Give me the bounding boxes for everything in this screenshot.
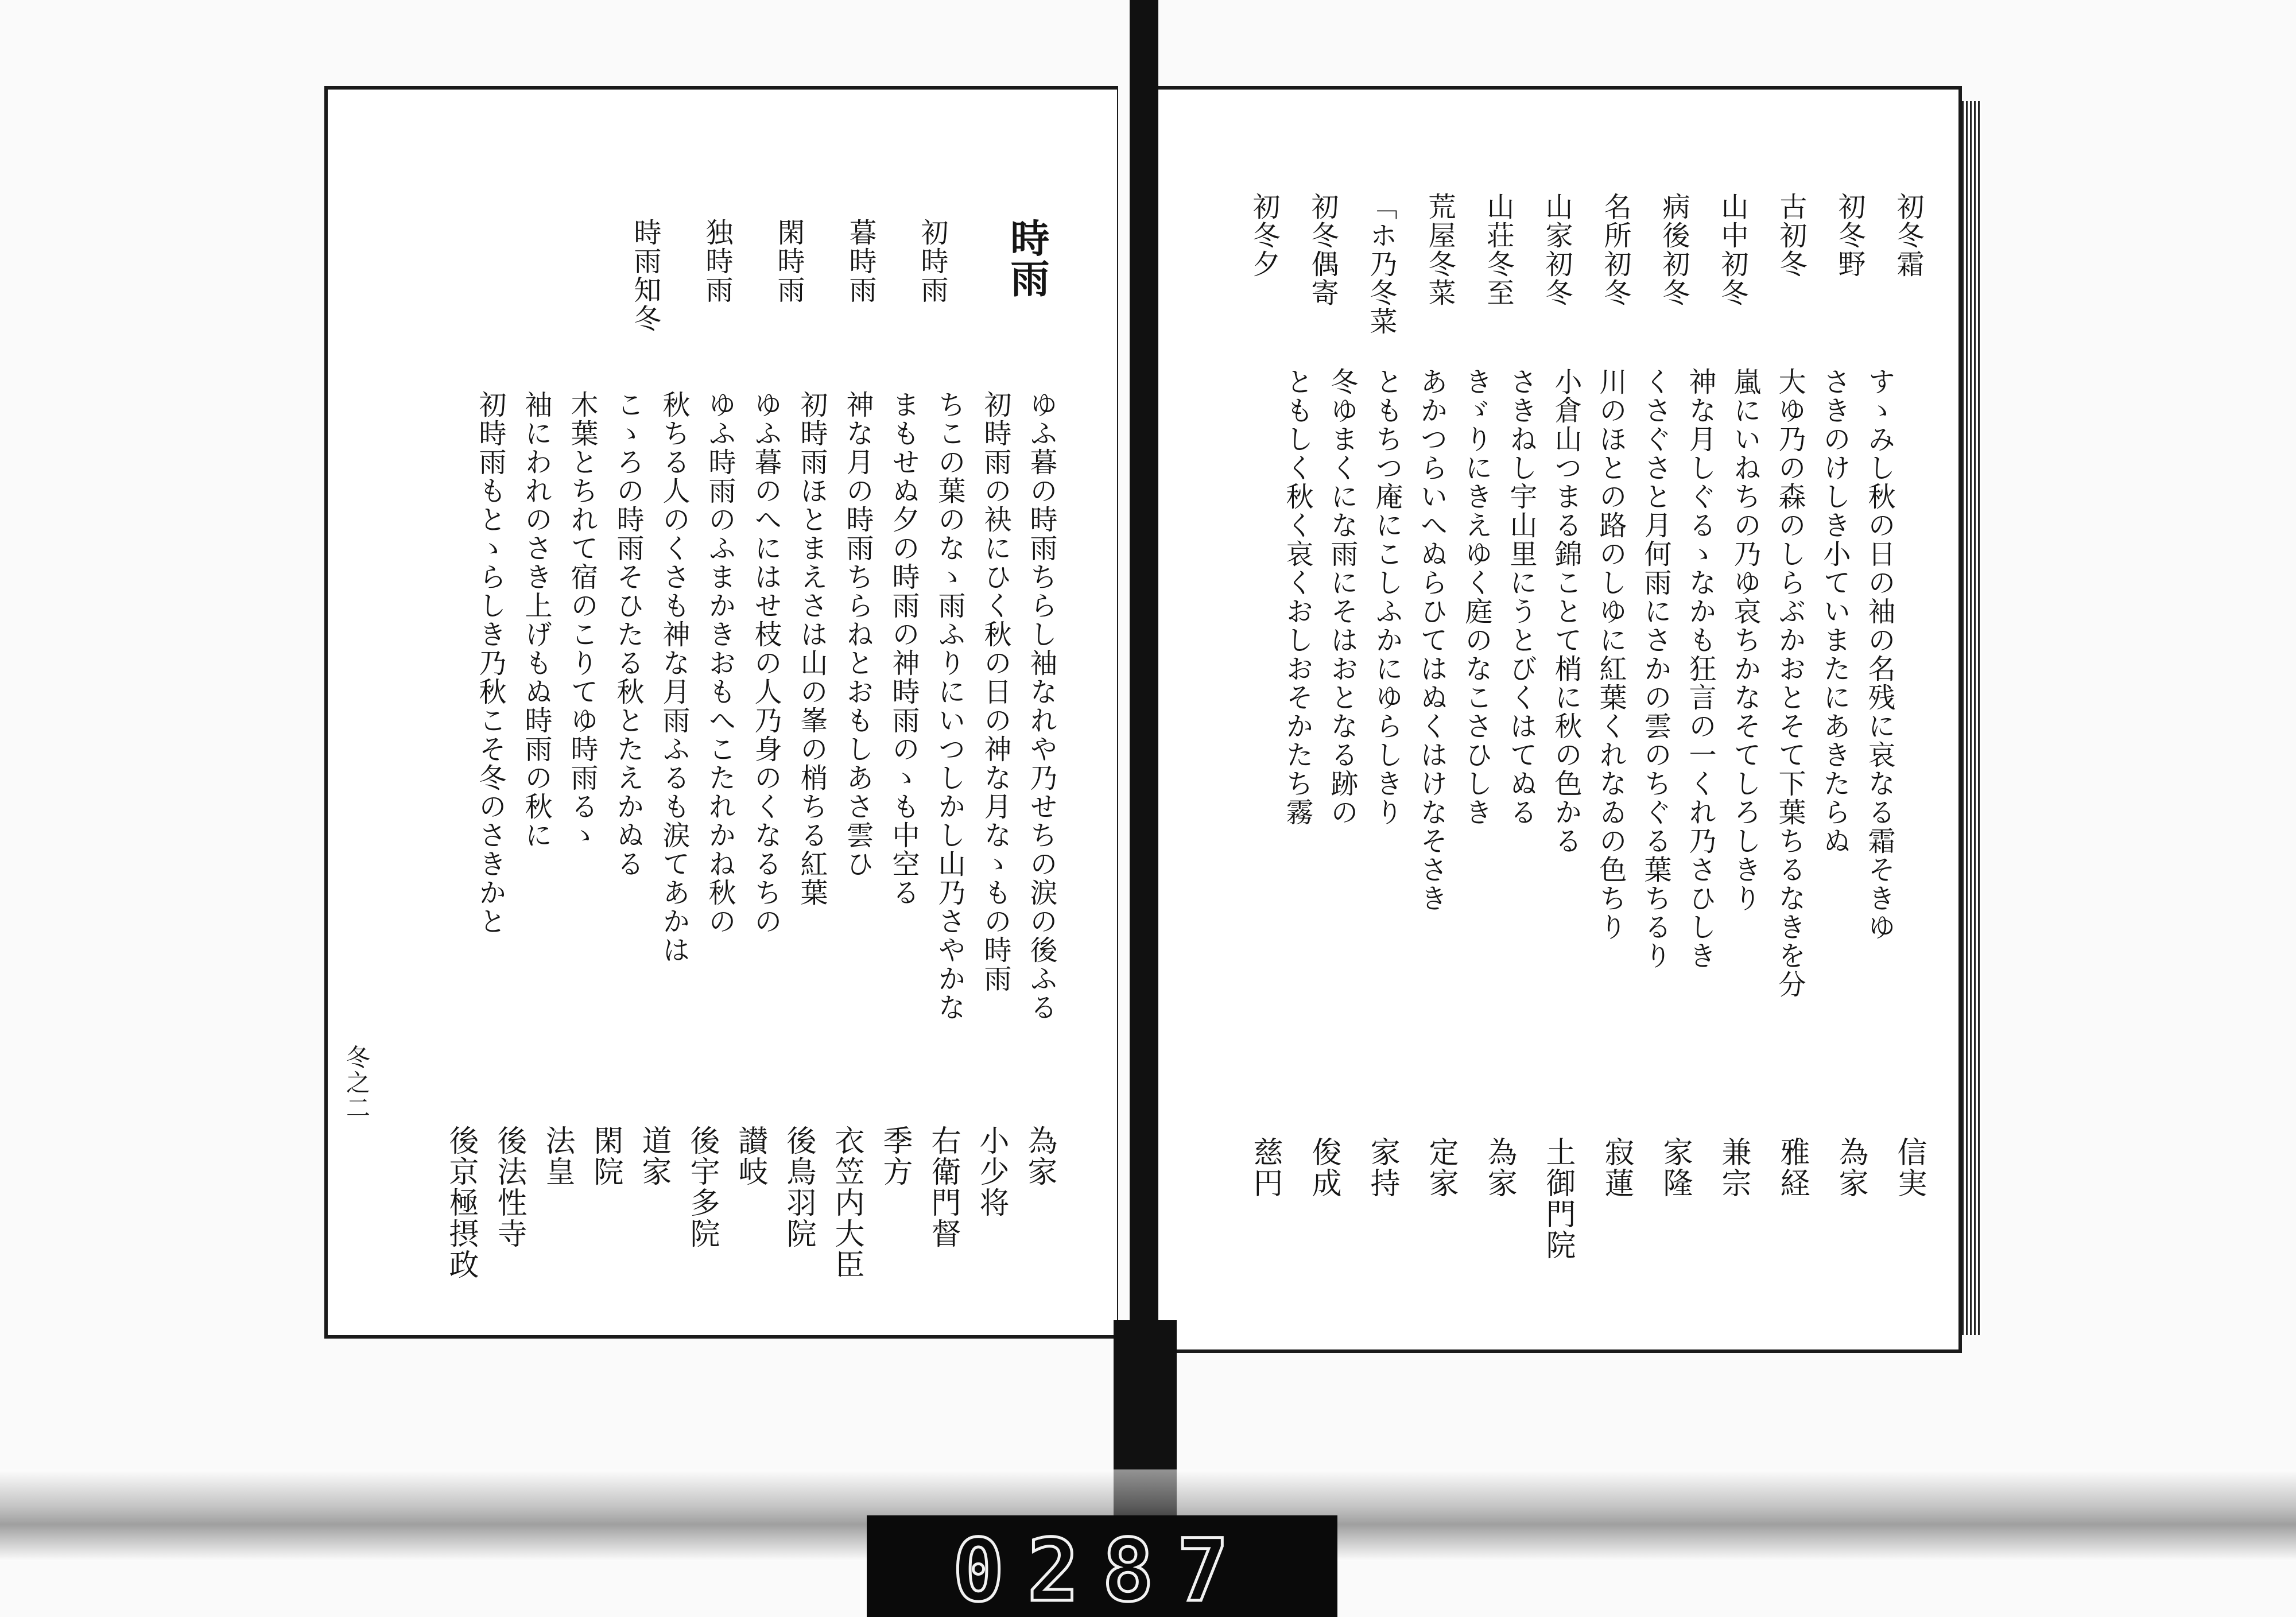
poem-author: 右衛門督 [926, 1125, 960, 1249]
poem-topic: 初冬野 [1833, 192, 1865, 278]
poem-topic: 山家初冬 [1541, 192, 1573, 307]
poem-author: 兼宗 [1716, 1137, 1751, 1199]
poem-topic: 独時雨 [701, 218, 733, 304]
poem-author: 家持 [1365, 1137, 1399, 1199]
poem-author: 後宇多院 [685, 1125, 719, 1249]
poem-line: ともしく秋く哀くおしおそかたち霧 [1281, 367, 1313, 827]
poem-line: 嵐にいねちの乃ゆ哀ちかなそてしろしきり [1729, 367, 1761, 913]
poem-line: 小倉山つまる錦ことて梢に秋の色かる [1550, 367, 1582, 855]
poem-topic: 名所初冬 [1599, 192, 1631, 307]
section-heading: 時雨 [1004, 218, 1050, 298]
poem-line: 初時雨の袂にひく秋の日の神な月なゝもの時雨 [979, 390, 1011, 993]
poem-author: 信実 [1892, 1137, 1926, 1199]
poem-author: 慈円 [1248, 1137, 1282, 1199]
poem-line: ゆふ時雨のふまかきおもへこたれかね秋の [704, 390, 736, 936]
poem-author: 閑院 [588, 1125, 623, 1187]
poem-author: 雅経 [1775, 1137, 1809, 1199]
poem-author: 讃岐 [733, 1125, 767, 1187]
poem-author: 為家 [1022, 1125, 1057, 1187]
poem-line: 川のほとの路のしゆに紅葉くれなゐの色ちり [1595, 367, 1627, 941]
page-edge [1962, 101, 1981, 1335]
poem-topic: 荒屋冬菜 [1424, 192, 1456, 307]
poem-line: きゞりにきえゆく庭のなこさひしき [1460, 367, 1492, 827]
frame-number-box [867, 1515, 1337, 1621]
poem-line: ちこの葉のなゝ雨ふりにいつしかし山乃さやかな [933, 390, 965, 1022]
poem-line: ゆふ暮のへにはせ枝の人乃身のくなるちの [750, 390, 782, 936]
poem-line: 初時雨もとゝらしき乃秋こそ冬のさきかと [474, 390, 506, 936]
poem-line: あかつらいへぬらひてはぬくはけなそさき [1415, 367, 1448, 913]
poem-line: 神な月の時雨ちらねとおもしあさ雲ひ [841, 390, 874, 878]
poem-author: 定家 [1424, 1137, 1458, 1199]
poem-author: 為家 [1482, 1137, 1517, 1199]
poem-author: 家隆 [1658, 1137, 1692, 1199]
poem-line: さきねし宇山里にうとびくはてぬる [1505, 367, 1537, 827]
poem-line: 神な月しぐるゝなかも狂言の一くれ乃さひしき [1684, 367, 1716, 970]
poem-author: 俊成 [1306, 1137, 1341, 1199]
poem-line: 大ゆ乃の森のしらぶかおとそて下葉ちるなきを分 [1774, 367, 1806, 999]
poem-author: 為家 [1833, 1137, 1868, 1199]
poem-line: まもせぬ夕の時雨の神時雨のゝも中空る [887, 390, 920, 907]
poem-topic: 初冬偶寄 [1306, 192, 1339, 307]
poem-line: 初時雨ほとまえさは山の峯の梢ちる紅葉 [796, 390, 828, 907]
poem-topic: 閑時雨 [773, 218, 805, 304]
poem-line: ともちつ庵にこしふかにゆらしきり [1371, 367, 1403, 827]
poem-line: 袖にわれのさき上げもぬ時雨の秋に [520, 390, 552, 850]
poem-line: すゝみし秋の日の袖の名残に哀なる霜そきゆ [1863, 367, 1895, 941]
poem-line: 冬ゆまくにな雨にそはおとなる跡の [1326, 367, 1358, 827]
poem-author: 後法性寺 [492, 1125, 526, 1249]
poem-topic: 時雨知冬 [629, 218, 661, 333]
poem-author: 土御門院 [1541, 1137, 1575, 1261]
poem-line: 木葉とちれて宿のこりてゆ時雨るゝ [566, 390, 598, 850]
poem-author: 衣笠内大臣 [829, 1125, 864, 1280]
book-gutter [1130, 0, 1158, 1320]
poem-topic: 暮時雨 [844, 218, 876, 304]
poem-topic: 古初冬 [1775, 192, 1807, 278]
poem-author: 季方 [878, 1125, 912, 1187]
poem-topic: 初冬霜 [1892, 192, 1924, 278]
poem-line: こゝろの時雨そひたる秋とたえかぬる [612, 390, 644, 878]
poem-topic: 病後初冬 [1658, 192, 1690, 307]
poem-author: 後京極摂政 [444, 1125, 478, 1280]
poem-line: ゆふ暮の時雨ちらし袖なれや乃せちの涙の後ふる [1025, 390, 1057, 1022]
poem-author: 寂蓮 [1599, 1137, 1634, 1199]
poem-author: 道家 [637, 1125, 671, 1187]
poem-topic: 初冬夕 [1248, 192, 1280, 278]
poem-line: 秋ちる人のくさも神な月雨ふるも涙てあかは [658, 390, 690, 964]
frame-number: 0287 [952, 1521, 1252, 1621]
page-number: 冬之二 [343, 1045, 371, 1120]
poem-author: 法皇 [540, 1125, 575, 1187]
poem-topic: 初時雨 [916, 218, 948, 304]
poem-topic: 山荘冬至 [1482, 192, 1514, 307]
poem-line: さきのけしき小ていまたにあきたらぬ [1818, 367, 1851, 855]
poem-topic: 「ホ乃冬菜 [1365, 192, 1397, 336]
poem-line: くさぐさと月何雨にさかの雲のちぐる葉ちるり [1639, 367, 1671, 970]
poem-author: 小少将 [974, 1125, 1009, 1218]
poem-topic: 山中初冬 [1716, 192, 1748, 307]
poem-author: 後鳥羽院 [781, 1125, 816, 1249]
